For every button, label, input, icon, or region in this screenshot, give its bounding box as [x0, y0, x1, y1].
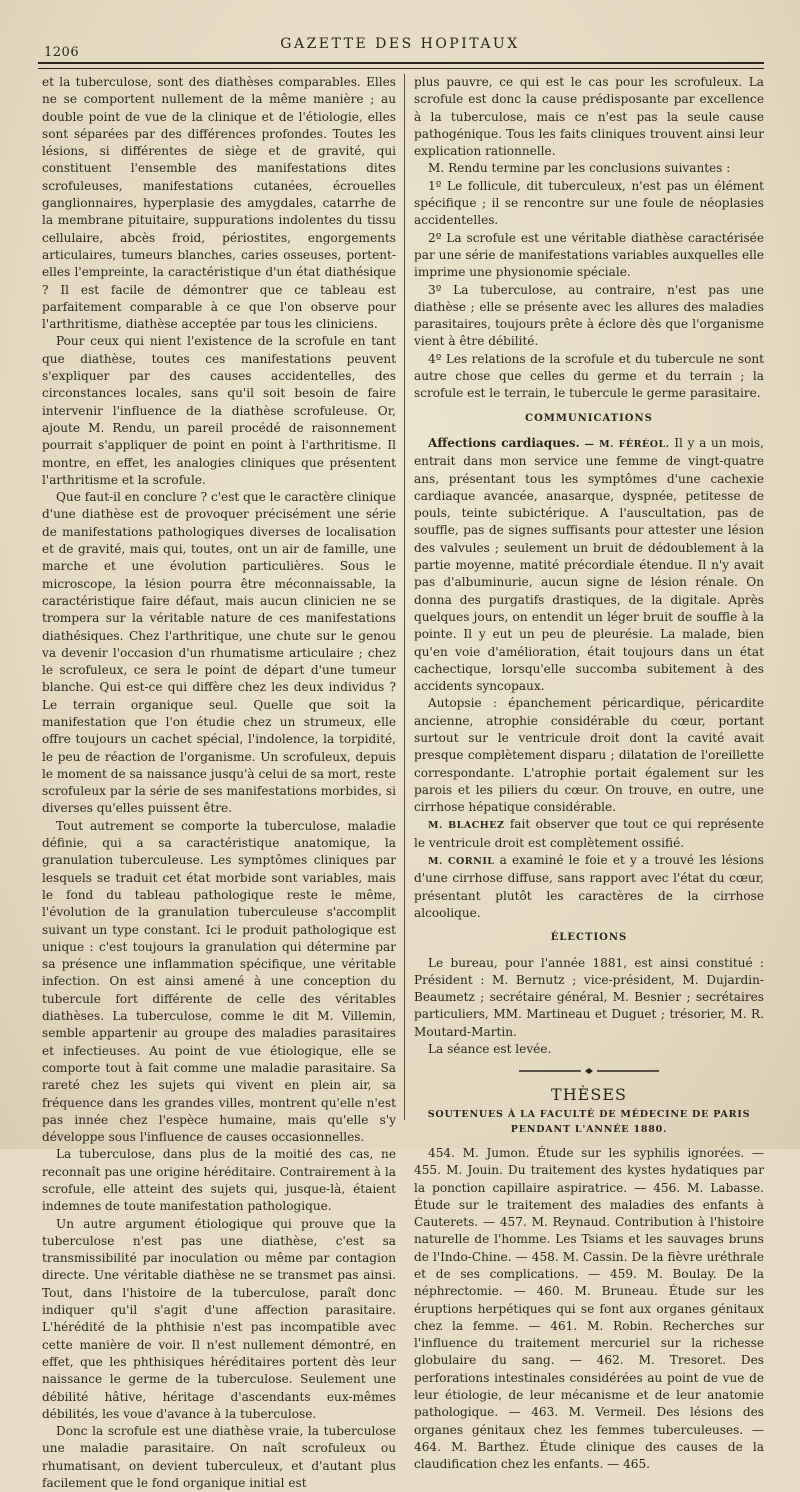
elections-paragraph: Le bureau, pour l'année 1881, est ainsi constitué : Président : M. Bernutz ; vice-président, M. Dujardin-Beaumetz ; secrétaire général, M. Besnier ; secrétaires particuliers, MM. Martineau et Duguet ; trésorier, M. R. Moutard-Martin. — [414, 955, 764, 1039]
column-divider — [404, 74, 405, 1120]
communication-fereol — [414, 435, 764, 695]
conclusion-item: 4º Les relations de la scrofule et du tubercule ne sont autre chose que celles du germe et du terrain ; la scrofule est le terrain, le tubercule le germe parasitaire. — [414, 351, 764, 401]
paragraph: Un autre argument étiologique qui prouve que la tuberculose n'est pas une diathèse, c'est sa transmissibilité par inoculation ou même par contagion directe. Une véritable diathèse ne se transmet pas ainsi. Tout, dans l'histoire de la tuberculose, paraît donc indiquer qu'il s'agit d'une affection parasitaire. L'hérédité de la phthisie n'est pas incompatible avec cette manière de voir. Il n'est nullement démontré, en effet, que les phthisiques héréditaires portent dès leur naissance le germe de la tuberculose. Seulement une débilité hâtive, héritage d'ascendants eux-mêmes débilités, les voue d'avance à la tuberculose. — [42, 1216, 396, 1421]
conclusion-item: 1º Le follicule, dit tuberculeux, n'est pas un élément spécifique ; il se rencontre sur une foule de néoplasies accidentelles. — [414, 178, 764, 228]
theses-title: THÈSES — [551, 1084, 627, 1104]
communication-text: Il y a un mois, entrait dans mon service une femme de vingt-quatre ans, présentant tous les symptômes d'une cachexie cardiaque avancée, anasarque, dyspnée, petitesse de pouls, teinte subictérique. A l'auscultation, pas de souffle, pas de signes suffisants pour attester une lésion des valvules ; seulement un bruit de dédoublement à la partie moyenne, matité précordiale étendue. Il n'y avait pas d'albuminurie, aucun signe de lésion rénale. On donna des purgatifs drastiques, de la digitale. Après quelques jours, on entendit un léger bruit de souffle à la pointe. Il y eut un peu de pleurésie. La malade, bien qu'en voie d'amélioration, était toujours dans un état cachectique, lorsqu'elle succomba subitement à des accidents syncopaux. — [414, 435, 764, 694]
paragraph: Que faut-il en conclure ? c'est que le caractère clinique d'une diathèse est de provoquer précisément une série de manifestations pathologiques diverses de localisation et de gravité, mais qui, toutes, ont un air de famille, une marche et une évolution particulières. Sous le microscope, la lésion pourra être méconnaissable, la caractéristique faire défaut, mais aucun clinicien ne se trompera sur la véritable nature de ces manifestations diathésiques. Chez l'arthritique, une chute sur le genou va devenir l'occasion d'un rhumatisme articulaire ; chez le scrofuleux, ce sera le point de départ d'une tumeur blanche. Qui est-ce qui diffère chez les deux individus ? Le terrain organique seul. Quelle que soit la manifestation que l'on étudie chez un strumeux, elle offre toujours un cachet spécial, l'indolence, la torpidité, le peu de réaction de l'organisme. Un scrofuleux, depuis le moment de sa naissance jusqu'à celui de sa mort, reste scrofuleux par la série de ses manifestations morbides, si diverses qu'elles puissent être. — [42, 490, 396, 816]
running-title: GAZETTE DES HOPITAUX — [280, 36, 520, 52]
conclusion-item: 3º La tuberculose, au contraire, n'est pas une diathèse ; elle se présente avec les allures des maladies parasitaires, toujours prête à éclore dès que l'organisme vient à être débilité. — [414, 282, 764, 349]
paragraph: Pour ceux qui nient l'existence de la scrofule en tant que diathèse, toutes ces manifestations peuvent s'expliquer par des causes accidentelles, des circonstances locales, sans qu'il soit besoin de faire intervenir l'influence de la diathèse scrofuleuse. Or, ajoute M. Rendu, un pareil procédé de raisonnement pourrait s'appliquer de point en point à l'arthritisme. Il montre, en effet, les analogies cliniques que présentent l'arthritisme et la scrofule. — [42, 334, 396, 487]
conclusion-item: 2º La scrofule est une véritable diathèse caractérisée par une série de manifestations variables auxquelles elle imprime une physionomie spéciale. — [414, 230, 764, 280]
left-column — [42, 74, 396, 1492]
communications-heading: COMMUNICATIONS — [525, 412, 653, 424]
theses-subtitle-line: SOUTENUES À LA FACULTÉ DE MÉDECINE DE PARIS — [427, 1108, 751, 1120]
paragraph: plus pauvre, ce qui est le cas pour les scrofuleux. La scrofule est donc la cause prédisposante par excellence à la tuberculose, mais ce n'est pas la seule cause pathogénique. Tous les faits cliniques trouvent ainsi leur explication rationnelle. — [414, 75, 764, 159]
paragraph: Donc la scrofule est une diathèse vraie, la tuberculose une maladie parasitaire. On naît scrofuleux ou rhumatisant, on devient tuberculeux, et d'autant plus facilement que le fond organique initial est — [42, 1424, 396, 1491]
speaker-text: fait observer que tout ce qui représente le ventricule droit est complètement ossifié. — [414, 817, 764, 850]
paragraph: et la tuberculose, sont des diathèses comparables. Elles ne se comportent nullement de la même manière ; au double point de vue de la clinique et de l'étiologie, elles sont séparées par des différences profondes. Toutes les lésions, si différentes de siège et de gravité, qui constituent l'ensemble des manifestations dites scrofuleuses, manifestations cutanées, écrouelles ganglionnaires, hyperplasie des amygdales, catarrhe de la membrane pituitaire, suppurations indolentes du tissu cellulaire, abcès froid, périostites, engorgements articulaires, tumeurs blanches, caries osseuses, portent-elles l'empreinte, la caractéristique d'un état diathésique ? Il est facile de démontrer que ce tableau est parfaitement comparable à ce que l'on observe pour l'arthritisme, diathèse acceptée par tous les cliniciens. — [42, 75, 396, 332]
speaker-text: a examiné le foie et y a trouvé les lésions d'une cirrhose diffuse, sans rapport avec l'état du cœur, présentant plutôt les caractères de la cirrhose alcoolique. — [414, 853, 764, 920]
theses-list: 454. M. Jumon. Étude sur les syphilis ignorées. — 455. M. Jouin. Du traitement des kystes hydatiques par la ponction capillaire aspiratrice. — 456. M. Labasse. Étude sur le traitement des maladies des enfants à Cauterets. — 457. M. Reynaud. Contribution à l'histoire naturelle de l'homme. Les Tsiams et les sauvages bruns de l'Indo-Chine. — 458. M. Cassin. De la fièvre uréthrale et de ses complications. — 459. M. Boulay. De la néphrectomie. — 460. M. Bruneau. Étude sur les éruptions herpétiques qui se font aux organes génitaux chez la femme. — 461. M. Robin. Recherches sur l'influence du traitement mercuriel sur la richesse globulaire du sang. — 462. M. Tresoret. Des perforations intestinales considérées au point de vue de leur étiologie, de leur mécanisme et de leur anatomie pathologique. — 463. M. Vermeil. Des lésions des organes génitaux chez les femmes tuberculeuses. — 464. M. Barthez. Étude clinique des causes de la claudification chez les enfants. — 465. — [414, 1145, 764, 1472]
paragraph: M. Rendu termine par les conclusions suivantes : — [428, 161, 731, 176]
elections-heading: ÉLECTIONS — [550, 932, 628, 944]
theses-subtitle — [414, 1107, 764, 1137]
communication-blachez — [414, 816, 764, 852]
communication-cornil — [414, 852, 764, 922]
right-column — [414, 74, 764, 1474]
theses-subtitle-line: PENDANT L'ANNÉE 1880. — [510, 1123, 668, 1135]
speaker-name: M. CORNIL — [428, 856, 495, 868]
autopsy-paragraph: Autopsie : épanchement péricardique, péricardite ancienne, atrophie considérable du cœur, portant surtout sur le ventricule droit dont la cavité avait presque complètement disparu ; dilatation de l'oreillette correspondante. L'atrophie portait également sur les parois et les piliers du cœur. On trouve, en outre, une cirrhose hépatique considérable. — [414, 696, 764, 815]
closing-line: La séance est levée. — [428, 1042, 552, 1057]
ornamental-divider — [414, 1064, 764, 1081]
paragraph: Tout autrement se comporte la tuberculose, maladie définie, qui a sa caractéristique anatomique, la granulation tuberculeuse. Les symptômes cliniques par lesquels se traduit cet état morbide sont variables, mais le fond du tableau pathologique reste le même, l'évolution de la granulation tuberculeuse s'accomplit suivant un type constant. Ici le produit pathologique est unique : c'est toujours la granulation qui détermine par sa présence une inflammation spécifique, une véritable infection. On est ainsi amené à une conception du tubercule fort différente de celle des véritables diathèses. La tuberculose, comme le dit M. Villemin, semble appartenir au groupe des maladies parasitaires et infectieuses. Au point de vue étiologique, elle se comporte tout à fait comme une maladie parasitaire. Sa rareté chez les sujets qui vivent en plein air, sa fréquence dans les grandes villes, montrent qu'elle n'est pas innée chez l'espèce humaine, mais qu'elle s'y développe sous l'influence de causes occasionnelles. — [42, 818, 396, 1145]
communication-title: Affections cardiaques. — [428, 435, 580, 450]
speaker-name: M. BLACHEZ — [428, 820, 505, 832]
communication-author: — M. FÉRÉOL. — [584, 438, 670, 450]
header-rule-thin — [38, 68, 764, 69]
ornament-rule-icon — [519, 1067, 659, 1075]
paragraph: La tuberculose, dans plus de la moitié des cas, ne reconnaît pas une origine héréditaire. Contrairement à la scrofule, elle atteint des sujets qui, jusque-là, étaient indemnes de toute manifestation pathologique. — [42, 1147, 396, 1214]
page-number: 1206 — [44, 45, 80, 60]
header-rule-thick — [38, 62, 764, 64]
